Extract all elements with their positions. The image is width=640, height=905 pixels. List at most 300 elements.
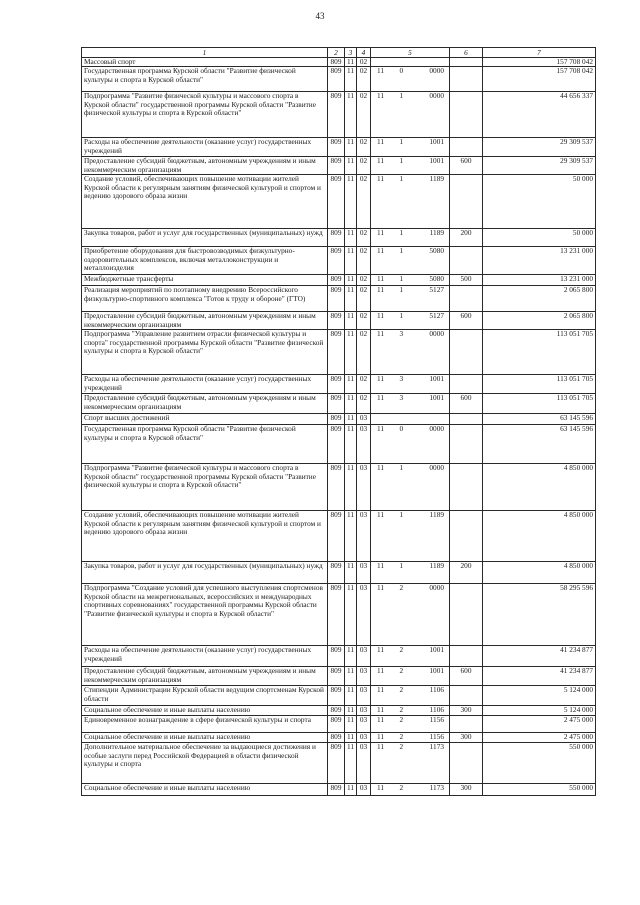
row-name: Подпрограмма "Управление развитием отрасли физической культуры и спорта" государственной программы Курской области "Развитие физической культуры и спорта в Курской области" (82, 330, 328, 375)
row-subsection-code: 03 (357, 562, 371, 584)
target-code-subprogram: 2 (399, 732, 404, 742)
col-header-1: 1 (82, 48, 328, 58)
row-subsection-code: 02 (357, 58, 371, 67)
row-name: Предоставление субсидий бюджетным, автономным учреждениям и иным некоммерческим организациям (82, 667, 328, 686)
row-section-code: 11 (345, 646, 357, 667)
row-subsection-code: 02 (357, 138, 371, 157)
target-code-program: 11 (377, 246, 385, 256)
row-section-code: 11 (345, 706, 357, 716)
col-header-2: 2 (328, 48, 345, 58)
row-name: Социальное обеспечение и иные выплаты населению (82, 706, 328, 716)
row-subsection-code: 02 (357, 375, 371, 394)
row-amount: 44 656 337 (483, 92, 596, 138)
row-name: Закупка товаров, работ и услуг для государственных (муниципальных) нужд (82, 229, 328, 247)
row-ved-code: 809 (328, 229, 345, 247)
target-code-program: 11 (377, 311, 385, 321)
target-code-subprogram: 1 (399, 285, 404, 295)
target-code-direction: 5080 (429, 274, 444, 284)
row-target-code (371, 414, 450, 425)
row-amount: 5 124 000 (483, 686, 596, 706)
row-name: Подпрограмма "Развитие физической культуры и массового спорта в Курской области" государственной программы Курской области "Развитие физической культуры и спорта в Курской области" (82, 92, 328, 138)
target-code-subprogram: 1 (399, 156, 404, 166)
target-code-subprogram: 1 (399, 463, 404, 473)
table-row (82, 511, 596, 562)
row-amount: 4 850 000 (483, 464, 596, 511)
row-target-code (371, 58, 450, 67)
row-target-code (371, 716, 450, 733)
row-ved-code: 809 (328, 706, 345, 716)
target-code-direction: 0000 (429, 583, 444, 593)
target-code-subprogram: 1 (399, 510, 404, 520)
row-expense-type: 600 (450, 312, 483, 330)
target-code-program: 11 (377, 424, 385, 434)
target-code-direction: 1001 (429, 374, 444, 384)
target-code-program: 11 (377, 715, 385, 725)
row-expense-type (450, 375, 483, 394)
row-section-code: 11 (345, 584, 357, 646)
target-code-program: 11 (377, 742, 385, 752)
target-code-direction: 1173 (429, 742, 444, 752)
col-header-4: 4 (357, 48, 371, 58)
row-target-code (371, 247, 450, 275)
row-ved-code: 809 (328, 667, 345, 686)
target-code-direction: 0000 (429, 424, 444, 434)
target-code-subprogram: 1 (399, 561, 404, 571)
row-expense-type (450, 686, 483, 706)
target-code-direction: 0000 (429, 66, 444, 76)
target-code-subprogram: 0 (399, 66, 404, 76)
target-code-subprogram: 1 (399, 228, 404, 238)
target-code-subprogram: 3 (399, 374, 404, 384)
target-code-program: 11 (377, 285, 385, 295)
row-target-code (371, 67, 450, 92)
target-code-direction: 1001 (429, 393, 444, 403)
row-expense-type: 600 (450, 394, 483, 414)
table-row (82, 157, 596, 175)
row-section-code: 11 (345, 375, 357, 394)
row-target-code (371, 92, 450, 138)
row-target-code (371, 330, 450, 375)
target-code-program: 11 (377, 91, 385, 101)
target-code-direction: 1001 (429, 137, 444, 147)
row-ved-code: 809 (328, 67, 345, 92)
row-amount: 2 065 800 (483, 286, 596, 312)
row-section-code: 11 (345, 275, 357, 286)
row-name: Стипендии Администрации Курской области ведущим спортсменам Курской области (82, 686, 328, 706)
header-row (82, 48, 596, 58)
target-code-program: 11 (377, 645, 385, 655)
row-amount: 157 708 042 (483, 67, 596, 92)
row-subsection-code: 03 (357, 414, 371, 425)
target-code-subprogram: 1 (399, 137, 404, 147)
target-code-direction: 1189 (429, 561, 444, 571)
target-code-subprogram: 2 (399, 666, 404, 676)
row-ved-code: 809 (328, 330, 345, 375)
row-expense-type (450, 716, 483, 733)
row-subsection-code: 03 (357, 743, 371, 784)
target-code-subprogram: 3 (399, 393, 404, 403)
target-code-subprogram: 1 (399, 91, 404, 101)
table-row (82, 562, 596, 584)
row-name: Государственная программа Курской области "Развитие физической культуры и спорта в Курской области" (82, 425, 328, 464)
row-ved-code: 809 (328, 733, 345, 743)
row-ved-code: 809 (328, 464, 345, 511)
row-subsection-code: 03 (357, 716, 371, 733)
target-code-program: 11 (377, 228, 385, 238)
col-header-3: 3 (345, 48, 357, 58)
row-ved-code: 809 (328, 92, 345, 138)
row-amount: 58 295 596 (483, 584, 596, 646)
row-name: Расходы на обеспечение деятельности (оказание услуг) государственных учреждений (82, 646, 328, 667)
row-expense-type: 200 (450, 562, 483, 584)
target-code-subprogram: 1 (399, 311, 404, 321)
row-name: Предоставление субсидий бюджетным, автономным учреждениям и иным некоммерческим организациям (82, 394, 328, 414)
row-expense-type (450, 286, 483, 312)
target-code-program: 11 (377, 463, 385, 473)
row-ved-code: 809 (328, 511, 345, 562)
row-name: Расходы на обеспечение деятельности (оказание услуг) государственных учреждений (82, 375, 328, 394)
table-row (82, 312, 596, 330)
row-subsection-code: 02 (357, 67, 371, 92)
row-ved-code: 809 (328, 686, 345, 706)
table-row (82, 706, 596, 716)
row-expense-type (450, 584, 483, 646)
row-expense-type (450, 464, 483, 511)
row-subsection-code: 02 (357, 330, 371, 375)
row-section-code: 11 (345, 511, 357, 562)
row-expense-type (450, 425, 483, 464)
target-code-program: 11 (377, 685, 385, 695)
target-code-direction: 1173 (429, 783, 444, 793)
table-row (82, 743, 596, 784)
row-expense-type (450, 92, 483, 138)
row-section-code: 11 (345, 464, 357, 511)
row-amount: 13 231 000 (483, 275, 596, 286)
row-subsection-code: 03 (357, 667, 371, 686)
table-row (82, 464, 596, 511)
table-row (82, 716, 596, 733)
row-amount: 157 708 042 (483, 58, 596, 67)
row-section-code: 11 (345, 330, 357, 375)
target-code-direction: 1106 (429, 705, 444, 715)
row-target-code (371, 157, 450, 175)
target-code-subprogram: 2 (399, 583, 404, 593)
row-amount: 2 065 800 (483, 312, 596, 330)
row-amount: 63 145 596 (483, 414, 596, 425)
row-name: Единовременное вознаграждение в сфере физической культуры и спорта (82, 716, 328, 733)
row-name: Государственная программа Курской области "Развитие физической культуры и спорта в Курской области" (82, 67, 328, 92)
table-body (82, 58, 596, 796)
target-code-program: 11 (377, 374, 385, 384)
target-code-direction: 1156 (429, 715, 444, 725)
row-section-code: 11 (345, 312, 357, 330)
target-code-program: 11 (377, 393, 385, 403)
table-row (82, 92, 596, 138)
target-code-program: 11 (377, 329, 385, 339)
target-code-direction: 5080 (429, 246, 444, 256)
row-ved-code: 809 (328, 138, 345, 157)
target-code-subprogram: 1 (399, 174, 404, 184)
table-row (82, 275, 596, 286)
target-code-subprogram: 3 (399, 329, 404, 339)
row-name: Создание условий, обеспечивающих повышение мотивации жителей Курской области к регулярным занятиям физической культурой и спортом и ведению здорового образа жизни (82, 175, 328, 229)
row-amount: 63 145 596 (483, 425, 596, 464)
table-row (82, 247, 596, 275)
row-section-code: 11 (345, 175, 357, 229)
row-amount: 113 051 705 (483, 394, 596, 414)
row-expense-type (450, 138, 483, 157)
row-target-code (371, 667, 450, 686)
row-section-code: 11 (345, 394, 357, 414)
row-section-code: 11 (345, 247, 357, 275)
row-amount: 2 475 000 (483, 716, 596, 733)
row-ved-code: 809 (328, 58, 345, 67)
row-target-code (371, 464, 450, 511)
row-target-code (371, 784, 450, 796)
row-ved-code: 809 (328, 175, 345, 229)
table-row (82, 784, 596, 796)
row-amount: 50 000 (483, 175, 596, 229)
row-section-code: 11 (345, 716, 357, 733)
row-amount: 4 850 000 (483, 562, 596, 584)
row-section-code: 11 (345, 743, 357, 784)
row-target-code (371, 706, 450, 716)
row-amount: 50 000 (483, 229, 596, 247)
row-name: Межбюджетные трансферты (82, 275, 328, 286)
table-row (82, 67, 596, 92)
target-code-program: 11 (377, 666, 385, 676)
target-code-direction: 0000 (429, 463, 444, 473)
row-subsection-code: 02 (357, 312, 371, 330)
table-row (82, 229, 596, 247)
target-code-subprogram: 0 (399, 424, 404, 434)
row-target-code (371, 175, 450, 229)
table-row (82, 375, 596, 394)
row-target-code (371, 646, 450, 667)
target-code-program: 11 (377, 705, 385, 715)
row-target-code (371, 394, 450, 414)
row-ved-code: 809 (328, 784, 345, 796)
row-expense-type: 600 (450, 157, 483, 175)
row-subsection-code: 03 (357, 706, 371, 716)
table-row (82, 686, 596, 706)
row-name: Подпрограмма "Создание условий для успешного выступления спортсменов Курской области на межрегиональных, всероссийских и международных спортивных соревнованиях" государственной программы Курской области "Развитие физической культуры и спорта в Курской области" (82, 584, 328, 646)
table-row (82, 414, 596, 425)
target-code-program: 11 (377, 66, 385, 76)
target-code-subprogram: 2 (399, 705, 404, 715)
row-name: Дополнительное материальное обеспечение за выдающиеся достижения и особые заслуги перед Российской Федерацией в области физической культуры и спорта (82, 743, 328, 784)
row-ved-code: 809 (328, 375, 345, 394)
target-code-program: 11 (377, 561, 385, 571)
row-expense-type (450, 511, 483, 562)
row-section-code: 11 (345, 58, 357, 67)
target-code-subprogram: 2 (399, 645, 404, 655)
row-amount: 550 000 (483, 784, 596, 796)
row-name: Создание условий, обеспечивающих повышение мотивации жителей Курской области к регулярным занятиям физической культурой и спортом и ведению здорового образа жизни (82, 511, 328, 562)
row-ved-code: 809 (328, 157, 345, 175)
row-section-code: 11 (345, 686, 357, 706)
target-code-subprogram: 2 (399, 685, 404, 695)
row-section-code: 11 (345, 67, 357, 92)
target-code-direction: 0000 (429, 329, 444, 339)
target-code-direction: 5127 (429, 311, 444, 321)
budget-table (81, 47, 596, 796)
row-subsection-code: 03 (357, 733, 371, 743)
row-ved-code: 809 (328, 394, 345, 414)
row-subsection-code: 03 (357, 511, 371, 562)
row-expense-type: 300 (450, 784, 483, 796)
row-expense-type: 200 (450, 229, 483, 247)
table-row (82, 175, 596, 229)
target-code-direction: 1156 (429, 732, 444, 742)
row-name: Реализация мероприятий по поэтапному внедрению Всероссийского физкультурно-спортивного комплекса "Готов к труду и обороне" (ГТО) (82, 286, 328, 312)
row-target-code (371, 275, 450, 286)
row-target-code (371, 511, 450, 562)
target-code-subprogram: 1 (399, 246, 404, 256)
target-code-subprogram: 2 (399, 742, 404, 752)
row-subsection-code: 02 (357, 175, 371, 229)
row-expense-type (450, 67, 483, 92)
target-code-direction: 1189 (429, 228, 444, 238)
row-expense-type: 300 (450, 733, 483, 743)
row-amount: 2 475 000 (483, 733, 596, 743)
row-amount: 41 234 877 (483, 667, 596, 686)
row-expense-type (450, 414, 483, 425)
target-code-subprogram: 2 (399, 715, 404, 725)
row-amount: 113 051 705 (483, 330, 596, 375)
row-name: Массовый спорт (82, 58, 328, 67)
row-section-code: 11 (345, 138, 357, 157)
row-name: Предоставление субсидий бюджетным, автономным учреждениям и иным некоммерческим организациям (82, 312, 328, 330)
target-code-direction: 1189 (429, 510, 444, 520)
row-section-code: 11 (345, 562, 357, 584)
row-expense-type (450, 646, 483, 667)
row-subsection-code: 03 (357, 425, 371, 464)
row-ved-code: 809 (328, 425, 345, 464)
row-subsection-code: 03 (357, 784, 371, 796)
row-section-code: 11 (345, 414, 357, 425)
target-code-program: 11 (377, 156, 385, 166)
row-name: Расходы на обеспечение деятельности (оказание услуг) государственных учреждений (82, 138, 328, 157)
target-code-program: 11 (377, 510, 385, 520)
row-amount: 5 124 000 (483, 706, 596, 716)
col-header-7: 7 (483, 48, 596, 58)
row-expense-type (450, 58, 483, 67)
table-row (82, 138, 596, 157)
table-row (82, 394, 596, 414)
target-code-subprogram: 2 (399, 783, 404, 793)
row-target-code (371, 229, 450, 247)
table-row (82, 667, 596, 686)
row-amount: 113 051 705 (483, 375, 596, 394)
row-subsection-code: 03 (357, 584, 371, 646)
row-target-code (371, 584, 450, 646)
row-subsection-code: 02 (357, 157, 371, 175)
row-ved-code: 809 (328, 312, 345, 330)
row-target-code (371, 286, 450, 312)
row-section-code: 11 (345, 733, 357, 743)
row-expense-type: 300 (450, 706, 483, 716)
row-subsection-code: 02 (357, 229, 371, 247)
row-section-code: 11 (345, 229, 357, 247)
table-row (82, 733, 596, 743)
target-code-direction: 5127 (429, 285, 444, 295)
row-ved-code: 809 (328, 716, 345, 733)
row-expense-type: 500 (450, 275, 483, 286)
row-name: Приобретение оборудования для быстровозводимых физкультурно-оздоровительных комплексов, включая металлоконструкции и металлоизделия (82, 247, 328, 275)
row-ved-code: 809 (328, 584, 345, 646)
target-code-program: 11 (377, 274, 385, 284)
row-section-code: 11 (345, 667, 357, 686)
row-subsection-code: 02 (357, 275, 371, 286)
row-target-code (371, 686, 450, 706)
target-code-direction: 1001 (429, 666, 444, 676)
page-number: 43 (315, 11, 325, 21)
target-code-direction: 1189 (429, 174, 444, 184)
row-name: Социальное обеспечение и иные выплаты населению (82, 784, 328, 796)
row-target-code (371, 138, 450, 157)
row-ved-code: 809 (328, 275, 345, 286)
target-code-program: 11 (377, 732, 385, 742)
col-header-5: 5 (371, 48, 450, 58)
row-target-code (371, 312, 450, 330)
row-name: Спорт высших достижений (82, 414, 328, 425)
row-section-code: 11 (345, 286, 357, 312)
row-subsection-code: 02 (357, 92, 371, 138)
table-row (82, 425, 596, 464)
row-ved-code: 809 (328, 562, 345, 584)
row-expense-type (450, 175, 483, 229)
table-row (82, 584, 596, 646)
row-target-code (371, 425, 450, 464)
table-row (82, 330, 596, 375)
row-section-code: 11 (345, 425, 357, 464)
row-name: Закупка товаров, работ и услуг для государственных (муниципальных) нужд (82, 562, 328, 584)
row-section-code: 11 (345, 92, 357, 138)
row-section-code: 11 (345, 157, 357, 175)
target-code-subprogram: 1 (399, 274, 404, 284)
row-amount: 41 234 877 (483, 646, 596, 667)
row-target-code (371, 375, 450, 394)
row-ved-code: 809 (328, 286, 345, 312)
row-subsection-code: 03 (357, 464, 371, 511)
row-name: Социальное обеспечение и иные выплаты населению (82, 733, 328, 743)
row-target-code (371, 562, 450, 584)
row-target-code (371, 733, 450, 743)
row-expense-type: 600 (450, 667, 483, 686)
row-ved-code: 809 (328, 646, 345, 667)
row-ved-code: 809 (328, 743, 345, 784)
target-code-direction: 1106 (429, 685, 444, 695)
row-section-code: 11 (345, 784, 357, 796)
target-code-program: 11 (377, 583, 385, 593)
target-code-direction: 1001 (429, 645, 444, 655)
row-expense-type (450, 743, 483, 784)
row-subsection-code: 02 (357, 247, 371, 275)
row-amount: 550 000 (483, 743, 596, 784)
table-row (82, 58, 596, 67)
table-row (82, 286, 596, 312)
row-expense-type (450, 247, 483, 275)
target-code-direction: 1001 (429, 156, 444, 166)
row-ved-code: 809 (328, 414, 345, 425)
row-subsection-code: 02 (357, 394, 371, 414)
target-code-program: 11 (377, 174, 385, 184)
col-header-6: 6 (450, 48, 483, 58)
target-code-direction: 0000 (429, 91, 444, 101)
row-name: Предоставление субсидий бюджетным, автономным учреждениям и иным некоммерческим организациям (82, 157, 328, 175)
row-subsection-code: 02 (357, 286, 371, 312)
